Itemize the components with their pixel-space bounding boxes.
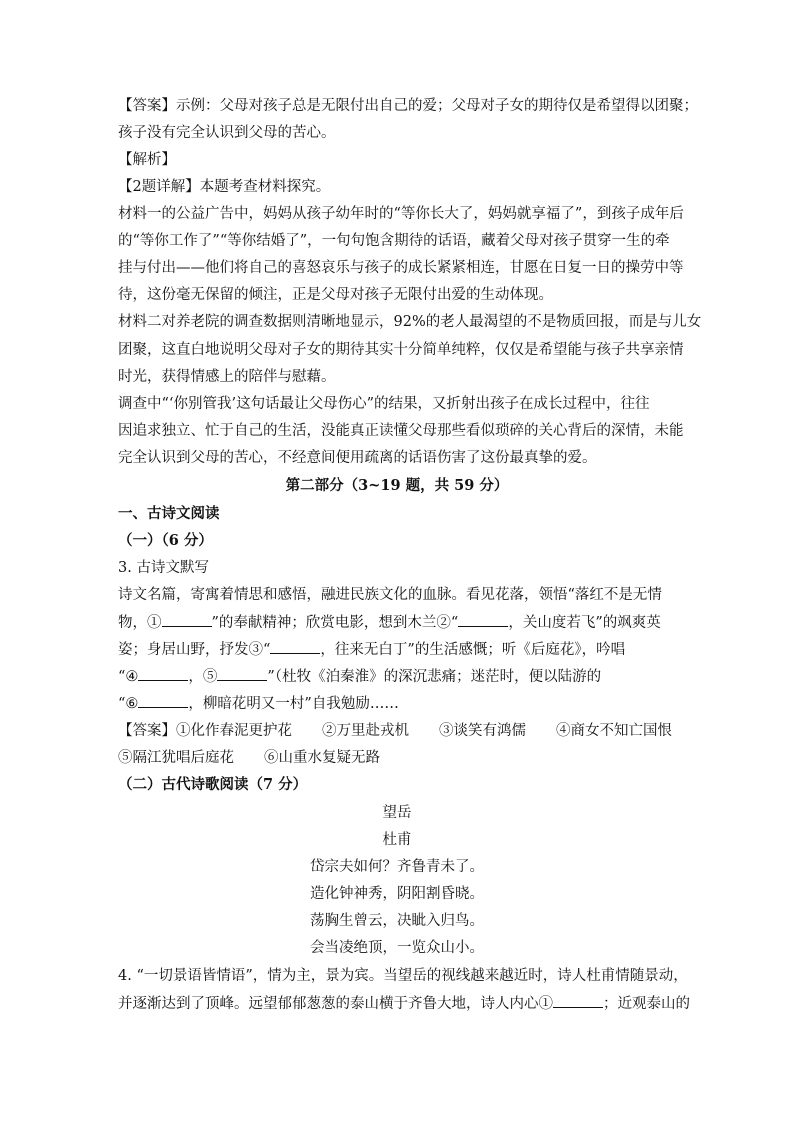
poem-line: 荡胸生曾云，决眦入归鸟。 bbox=[310, 913, 484, 929]
section-title: 一、古诗文阅读 bbox=[118, 505, 220, 522]
fill-blank-1[interactable] bbox=[162, 612, 212, 627]
paragraph-line: 完全认识到父母的苦心，不经意间便用疏离的话语伤害了这份最真挚的爱。 bbox=[118, 450, 597, 466]
fill-blank-q4-1[interactable] bbox=[553, 993, 603, 1008]
question-text: 物，① bbox=[118, 615, 162, 631]
analysis-detail: 【2题详解】本题考查材料探究。 bbox=[118, 179, 331, 195]
poem-title: 望岳 bbox=[382, 805, 412, 821]
answer-line bbox=[118, 748, 380, 768]
answer-label: 【答案】 bbox=[118, 723, 176, 739]
answer-item: ⑥山重水复疑无路 bbox=[264, 750, 380, 766]
question-text: ”的奉献精神；欣赏电影，想到木兰②“ bbox=[211, 615, 459, 631]
paragraph-line: 团聚，这直白地说明父母对子女的期待其实十分简单纯粹，仅仅是希望能与孩子共享亲情 bbox=[118, 342, 684, 358]
part-title: 第二部分（3~19 题，共 59 分） bbox=[285, 477, 509, 494]
paragraph-line: 时光，获得情感上的陪伴与慰藉。 bbox=[118, 369, 336, 385]
subsection-title: （一）（6 分） bbox=[118, 532, 213, 549]
poem-author: 杜甫 bbox=[382, 832, 412, 848]
question-text: ，⑤ bbox=[188, 669, 218, 685]
poem-line: 会当凌绝顶，一览众山小。 bbox=[310, 940, 484, 956]
question-text: 并逐渐达到了顶峰。远望郁郁葱葱的泰山横于齐鲁大地，诗人内心① bbox=[118, 996, 553, 1012]
answer-line: 孩子没有完全认识到父母的苦心。 bbox=[118, 125, 336, 141]
question-line: 诗文名篇，寄寓着情思和感悟，融进民族文化的血脉。看见花落，领悟“落红不是无情 bbox=[118, 587, 662, 603]
subsection-title: （二）古代诗歌阅读（7 分） bbox=[118, 776, 308, 793]
question-text: 姿；身居山野，抒发③“ bbox=[118, 642, 271, 658]
question-line bbox=[118, 612, 661, 633]
answer-line: 【答案】示例：父母对孩子总是无限付出自己的爱；父母对子女的期待仅是希望得以团聚； bbox=[118, 98, 698, 114]
question-line bbox=[118, 666, 601, 687]
paragraph-line: 因追求独立、忙于自己的生活，没能真正读懂父母那些看似琐碎的关心背后的深情，未能 bbox=[118, 423, 684, 439]
answer-item: ⑤隔江犹唱后庭花 bbox=[118, 750, 234, 766]
question-text: ，往来无白丁”的生活感慨；听《后庭花》，吟唱 bbox=[320, 642, 626, 658]
poem-line: 岱宗夫如何？齐鲁青未了。 bbox=[310, 859, 484, 875]
question-text: ，关山度若飞”的飒爽英 bbox=[508, 615, 661, 631]
fill-blank-4[interactable] bbox=[138, 666, 188, 681]
question-text: “④ bbox=[118, 669, 139, 685]
answer-item: ④商女不知亡国恨 bbox=[556, 723, 672, 739]
question-line bbox=[118, 693, 399, 714]
answer-item: ①化作春泥更护花 bbox=[176, 723, 292, 739]
poem-line: 造化钟神秀，阴阳割昏晓。 bbox=[310, 886, 484, 902]
paragraph-line: 挂与付出——他们将自己的喜怒哀乐与孩子的成长紧紧相连，甘愿在日复一日的操劳中等 bbox=[118, 260, 684, 276]
question-text: ”（杜牧《泊秦淮》的深沉悲痛；迷茫时，便以陆游的 bbox=[267, 669, 602, 685]
fill-blank-3[interactable] bbox=[270, 639, 320, 654]
paragraph-line: 材料一的公益广告中，妈妈从孩子幼年时的“等你长大了，妈妈就享福了”，到孩子成年后 bbox=[118, 206, 684, 222]
paragraph-line: 材料二对养老院的调查数据则清晰地显示，92%的老人最渴望的不是物质回报，而是与儿女 bbox=[118, 314, 702, 330]
question-text: ；近观泰山的 bbox=[603, 996, 690, 1012]
fill-blank-6[interactable] bbox=[138, 693, 188, 708]
question-line: 4. “一切景语皆情语”，情为主，景为宾。当望岳的视线越来越近时，诗人杜甫情随景动， bbox=[118, 968, 688, 984]
question-title: 3. 古诗文默写 bbox=[118, 560, 209, 576]
answer-item: ②万里赴戎机 bbox=[322, 723, 409, 739]
paragraph-line: 待，这份毫无保留的倾注，正是父母对孩子无限付出爱的生动体现。 bbox=[118, 287, 553, 303]
fill-blank-5[interactable] bbox=[217, 666, 267, 681]
paragraph-line: 调查中“‘你别管我’这句话最让父母伤心”的结果，又折射出孩子在成长过程中，往往 bbox=[118, 396, 650, 412]
answer-line bbox=[118, 721, 672, 741]
fill-blank-2[interactable] bbox=[458, 612, 508, 627]
question-line bbox=[118, 993, 690, 1014]
answer-item: ③谈笑有鸿儒 bbox=[439, 723, 526, 739]
analysis-label: 【解析】 bbox=[118, 152, 176, 168]
question-text: “⑥ bbox=[118, 696, 139, 712]
question-text: ，柳暗花明又一村”自我勉励…… bbox=[188, 696, 399, 712]
paragraph-line: 的“等你工作了”“等你结婚了”，一句句饱含期待的话语，藏着父母对孩子贯穿一生的牵 bbox=[118, 233, 670, 249]
question-line bbox=[118, 639, 625, 660]
